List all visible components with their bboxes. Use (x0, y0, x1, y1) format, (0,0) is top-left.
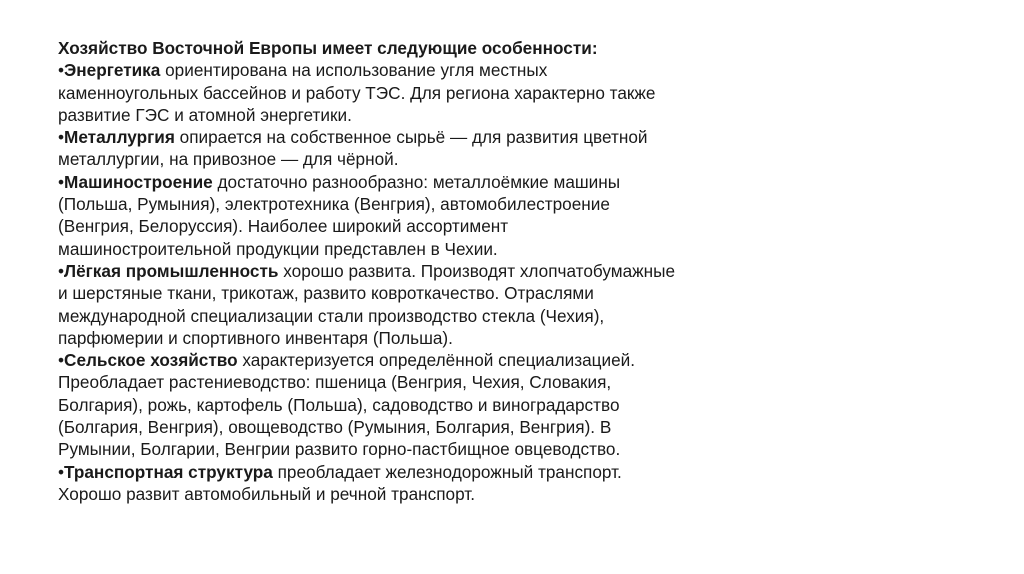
bullet-text: и шерстяные ткани, трикотаж, развито ковроткачество. Отраслями (58, 283, 594, 304)
bullet-text: Болгария), рожь, картофель (Польша), садоводство и виноградарство (58, 394, 620, 415)
bullet-term: Сельское хозяйство (64, 350, 238, 371)
bullet-text: хорошо развита. Производят хлопчатобумажные (278, 260, 676, 281)
bullet-term: Лёгкая промышленность (64, 260, 279, 281)
bullet-text: металлургии, на привозное — для чёрной. (58, 149, 399, 170)
bullet-term: Транспортная структура (64, 461, 273, 482)
bullet-marker: • (58, 260, 65, 281)
bullet-text: развитие ГЭС и атомной энергетики. (58, 104, 352, 125)
bullet-marker: • (58, 127, 65, 148)
slide-text (58, 37, 778, 505)
bullet-term: Металлургия (64, 127, 175, 148)
bullet-text: машиностроительной продукции представлен в Чехии. (58, 238, 498, 259)
bullet-item-agriculture (58, 349, 778, 460)
bullet-text: Хорошо развит автомобильный и речной транспорт. (58, 483, 475, 504)
bullet-text: опирается на собственное сырьё — для развития цветной (174, 127, 648, 148)
slide-title: Хозяйство Восточной Европы имеет следующие особенности: (58, 38, 598, 58)
bullet-item-transport (58, 461, 778, 506)
bullet-text: (Венгрия, Белоруссия). Наиболее широкий ассортимент (58, 216, 509, 237)
bullet-text: Преобладает растениеводство: пшеница (Венгрия, Чехия, Словакия, (58, 372, 612, 393)
bullet-text: Румынии, Болгарии, Венгрии развито горно-пастбищное овцеводство. (58, 439, 621, 460)
bullet-marker: • (58, 60, 65, 81)
bullet-text: ориентирована на использование угля местных (160, 60, 548, 81)
bullet-text: парфюмерии и спортивного инвентаря (Польша). (58, 327, 453, 348)
bullet-text: (Польша, Румыния), электротехника (Венгрия), автомобилестроение (58, 194, 610, 215)
bullet-item-light-industry (58, 260, 778, 349)
bullet-text: международной специализации стали производство стекла (Чехия), (58, 305, 605, 326)
bullet-text: каменноугольных бассейнов и работу ТЭС. Для региона характерно также (58, 82, 656, 103)
bullet-text: (Болгария, Венгрия), овощеводство (Румыния, Болгария, Венгрия). В (58, 417, 612, 438)
bullet-marker: • (58, 461, 65, 482)
bullet-text: достаточно разнообразно: металлоёмкие машины (212, 171, 621, 192)
bullet-item-machine-building (58, 171, 778, 260)
bullet-item-energetics (58, 59, 778, 126)
bullet-text: характеризуется определённой специализацией. (237, 350, 636, 371)
bullet-marker: • (58, 171, 65, 192)
bullet-term: Машиностроение (64, 171, 213, 192)
bullet-text: преобладает железнодорожный транспорт. (272, 461, 622, 482)
bullet-marker: • (58, 350, 65, 371)
bullet-term: Энергетика (64, 60, 161, 81)
bullet-item-metallurgy (58, 126, 778, 171)
